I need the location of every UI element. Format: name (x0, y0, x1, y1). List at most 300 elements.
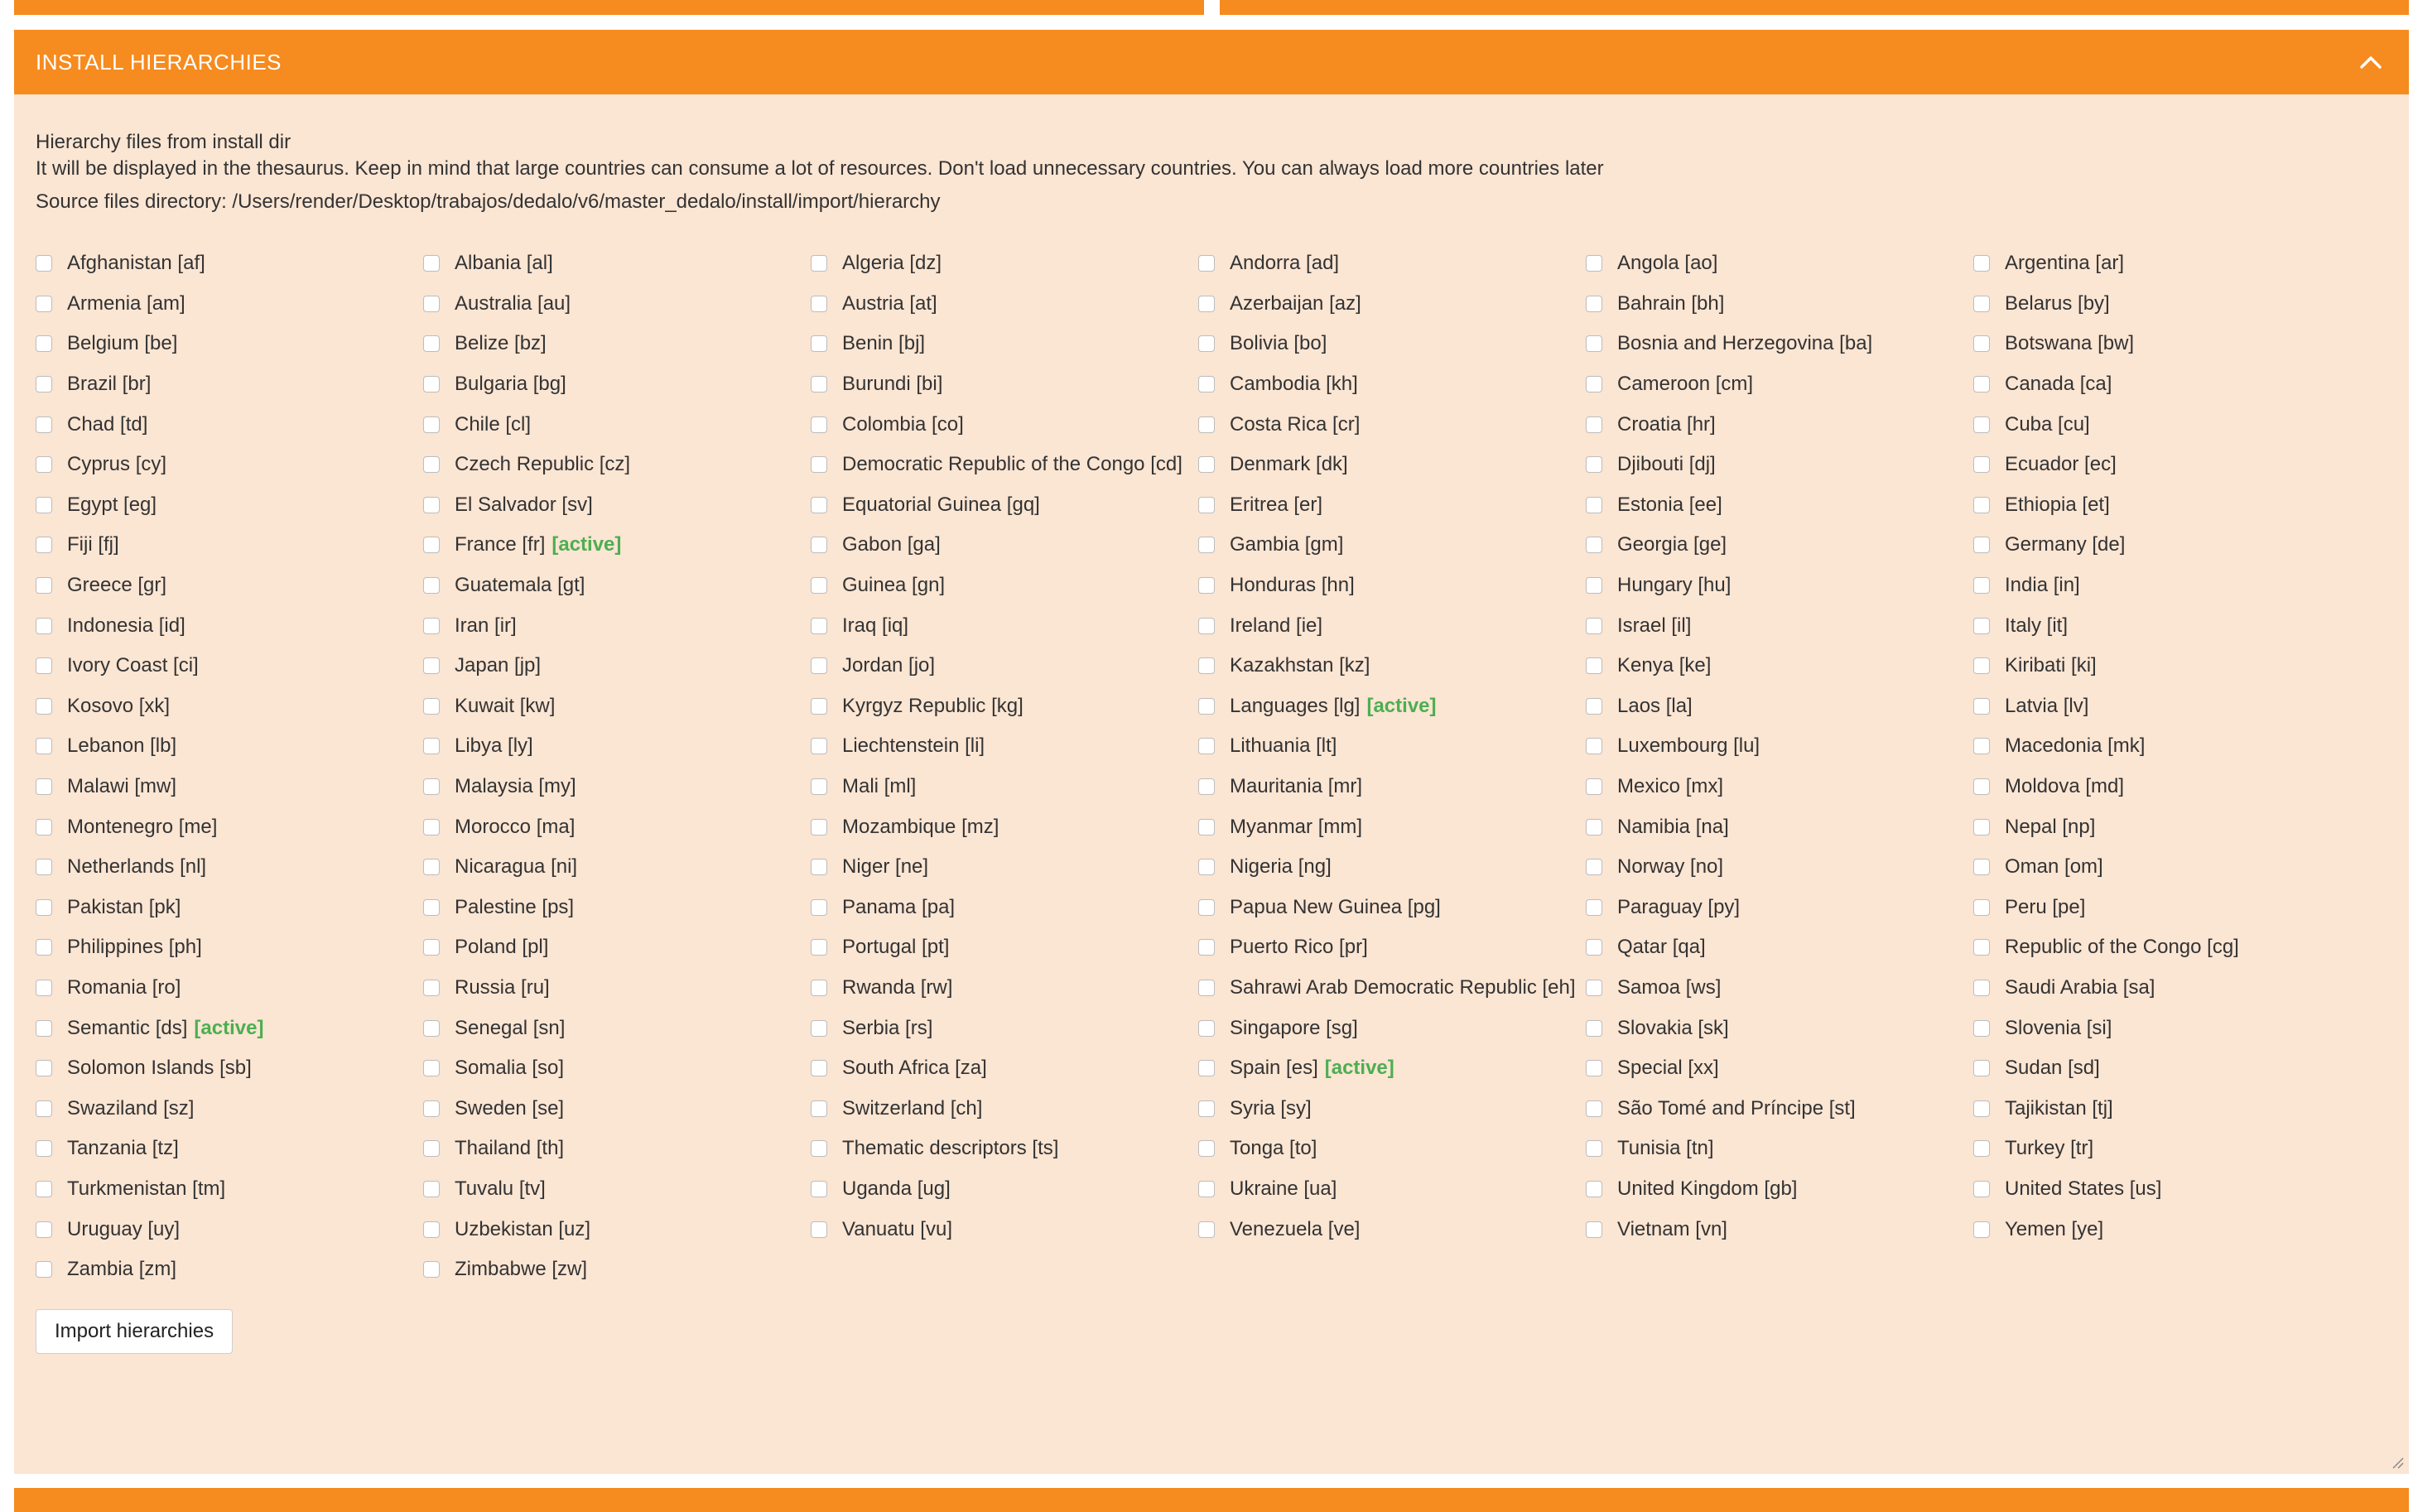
hierarchy-option[interactable] (1973, 1129, 2361, 1169)
hierarchy-checkbox[interactable] (811, 1100, 827, 1117)
hierarchy-option[interactable] (811, 1129, 1198, 1169)
hierarchy-checkbox[interactable] (1198, 417, 1215, 433)
hierarchy-checkbox[interactable] (1198, 980, 1215, 996)
hierarchy-checkbox[interactable] (423, 497, 440, 513)
hierarchy-checkbox[interactable] (1198, 537, 1215, 553)
hierarchy-option[interactable] (423, 605, 811, 646)
hierarchy-checkbox[interactable] (423, 1261, 440, 1278)
hierarchy-checkbox[interactable] (1586, 1100, 1602, 1117)
hierarchy-option[interactable] (423, 807, 811, 847)
hierarchy-option[interactable] (811, 1169, 1198, 1210)
hierarchy-checkbox[interactable] (36, 1020, 52, 1037)
hierarchy-option[interactable] (423, 847, 811, 888)
hierarchy-option[interactable] (1586, 807, 1973, 847)
hierarchy-checkbox[interactable] (423, 577, 440, 594)
hierarchy-checkbox[interactable] (36, 255, 52, 272)
hierarchy-option[interactable] (423, 284, 811, 325)
hierarchy-checkbox[interactable] (1586, 1181, 1602, 1197)
hierarchy-option[interactable] (1973, 767, 2361, 807)
hierarchy-option[interactable] (36, 646, 423, 686)
hierarchy-option[interactable] (811, 605, 1198, 646)
hierarchy-checkbox[interactable] (1586, 1020, 1602, 1037)
hierarchy-option[interactable] (811, 1088, 1198, 1129)
hierarchy-option[interactable] (423, 1129, 811, 1169)
hierarchy-option[interactable] (1973, 888, 2361, 928)
hierarchy-checkbox[interactable] (1198, 657, 1215, 674)
hierarchy-option[interactable] (1586, 968, 1973, 1009)
hierarchy-option[interactable] (36, 927, 423, 968)
hierarchy-option[interactable] (36, 807, 423, 847)
hierarchy-option[interactable] (1586, 1169, 1973, 1210)
hierarchy-checkbox[interactable] (423, 819, 440, 835)
hierarchy-checkbox[interactable] (423, 778, 440, 795)
hierarchy-checkbox[interactable] (36, 417, 52, 433)
hierarchy-checkbox[interactable] (811, 657, 827, 674)
hierarchy-option[interactable] (1586, 1209, 1973, 1250)
hierarchy-option[interactable] (1586, 605, 1973, 646)
hierarchy-checkbox[interactable] (1973, 577, 1990, 594)
hierarchy-option[interactable] (1973, 485, 2361, 526)
hierarchy-checkbox[interactable] (1586, 497, 1602, 513)
hierarchy-option[interactable] (1198, 807, 1586, 847)
hierarchy-checkbox[interactable] (1973, 819, 1990, 835)
hierarchy-checkbox[interactable] (1198, 618, 1215, 634)
hierarchy-checkbox[interactable] (1586, 1221, 1602, 1238)
hierarchy-option[interactable] (1198, 767, 1586, 807)
hierarchy-option[interactable] (811, 364, 1198, 405)
hierarchy-checkbox[interactable] (1198, 456, 1215, 473)
hierarchy-checkbox[interactable] (811, 497, 827, 513)
hierarchy-option[interactable] (423, 726, 811, 767)
hierarchy-option[interactable] (1973, 566, 2361, 606)
hierarchy-checkbox[interactable] (423, 537, 440, 553)
hierarchy-checkbox[interactable] (1973, 537, 1990, 553)
hierarchy-checkbox[interactable] (811, 255, 827, 272)
hierarchy-option[interactable] (423, 243, 811, 284)
hierarchy-checkbox[interactable] (1586, 778, 1602, 795)
hierarchy-option[interactable] (1586, 525, 1973, 566)
hierarchy-checkbox[interactable] (423, 1140, 440, 1157)
hierarchy-checkbox[interactable] (1586, 537, 1602, 553)
hierarchy-option[interactable] (1198, 927, 1586, 968)
hierarchy-option[interactable] (1973, 364, 2361, 405)
hierarchy-checkbox[interactable] (811, 819, 827, 835)
hierarchy-checkbox[interactable] (423, 376, 440, 392)
hierarchy-checkbox[interactable] (36, 577, 52, 594)
hierarchy-option[interactable] (1973, 1048, 2361, 1089)
hierarchy-option[interactable] (36, 1209, 423, 1250)
hierarchy-option[interactable] (811, 686, 1198, 727)
hierarchy-option[interactable] (36, 1088, 423, 1129)
hierarchy-checkbox[interactable] (1198, 778, 1215, 795)
hierarchy-option[interactable] (423, 1048, 811, 1089)
hierarchy-checkbox[interactable] (811, 899, 827, 916)
hierarchy-checkbox[interactable] (36, 1261, 52, 1278)
hierarchy-option[interactable] (1973, 243, 2361, 284)
hierarchy-option[interactable] (1973, 324, 2361, 364)
hierarchy-checkbox[interactable] (1973, 778, 1990, 795)
hierarchy-option[interactable] (1973, 1008, 2361, 1048)
hierarchy-option[interactable] (1586, 646, 1973, 686)
hierarchy-checkbox[interactable] (423, 1181, 440, 1197)
hierarchy-option[interactable] (1198, 1048, 1586, 1089)
hierarchy-option[interactable] (1198, 243, 1586, 284)
hierarchy-checkbox[interactable] (1973, 376, 1990, 392)
hierarchy-option[interactable] (36, 364, 423, 405)
hierarchy-checkbox[interactable] (36, 657, 52, 674)
hierarchy-checkbox[interactable] (811, 778, 827, 795)
hierarchy-checkbox[interactable] (811, 1221, 827, 1238)
panel-header[interactable] (14, 30, 2409, 94)
hierarchy-checkbox[interactable] (811, 296, 827, 312)
hierarchy-option[interactable] (1973, 726, 2361, 767)
hierarchy-checkbox[interactable] (1198, 738, 1215, 754)
hierarchy-option[interactable] (36, 1008, 423, 1048)
hierarchy-checkbox[interactable] (423, 618, 440, 634)
hierarchy-checkbox[interactable] (36, 1221, 52, 1238)
hierarchy-checkbox[interactable] (1973, 980, 1990, 996)
hierarchy-checkbox[interactable] (811, 456, 827, 473)
hierarchy-checkbox[interactable] (423, 698, 440, 715)
hierarchy-option[interactable] (811, 404, 1198, 445)
hierarchy-option[interactable] (1586, 686, 1973, 727)
hierarchy-option[interactable] (423, 404, 811, 445)
hierarchy-option[interactable] (1973, 1169, 2361, 1210)
hierarchy-option[interactable] (1586, 404, 1973, 445)
hierarchy-option[interactable] (1198, 566, 1586, 606)
hierarchy-option[interactable] (1586, 888, 1973, 928)
hierarchy-option[interactable] (1198, 1209, 1586, 1250)
hierarchy-option[interactable] (1586, 1129, 1973, 1169)
hierarchy-checkbox[interactable] (1973, 1140, 1990, 1157)
hierarchy-checkbox[interactable] (36, 456, 52, 473)
hierarchy-checkbox[interactable] (811, 1140, 827, 1157)
hierarchy-checkbox[interactable] (1586, 376, 1602, 392)
hierarchy-option[interactable] (1973, 404, 2361, 445)
hierarchy-option[interactable] (36, 445, 423, 485)
hierarchy-checkbox[interactable] (1973, 618, 1990, 634)
hierarchy-checkbox[interactable] (36, 819, 52, 835)
hierarchy-checkbox[interactable] (423, 899, 440, 916)
hierarchy-checkbox[interactable] (1586, 698, 1602, 715)
hierarchy-option[interactable] (423, 767, 811, 807)
hierarchy-option[interactable] (36, 686, 423, 727)
hierarchy-option[interactable] (811, 566, 1198, 606)
hierarchy-checkbox[interactable] (1586, 618, 1602, 634)
hierarchy-option[interactable] (423, 927, 811, 968)
hierarchy-checkbox[interactable] (1586, 1060, 1602, 1076)
hierarchy-option[interactable] (1198, 847, 1586, 888)
hierarchy-option[interactable] (36, 404, 423, 445)
hierarchy-checkbox[interactable] (1973, 417, 1990, 433)
hierarchy-checkbox[interactable] (1586, 417, 1602, 433)
hierarchy-checkbox[interactable] (423, 417, 440, 433)
hierarchy-option[interactable] (811, 847, 1198, 888)
hierarchy-option[interactable] (36, 243, 423, 284)
hierarchy-option[interactable] (1586, 1008, 1973, 1048)
hierarchy-option[interactable] (1198, 404, 1586, 445)
hierarchy-checkbox[interactable] (1586, 980, 1602, 996)
hierarchy-option[interactable] (423, 566, 811, 606)
hierarchy-checkbox[interactable] (1973, 255, 1990, 272)
hierarchy-option[interactable] (36, 847, 423, 888)
hierarchy-option[interactable] (1198, 485, 1586, 526)
hierarchy-option[interactable] (1586, 767, 1973, 807)
hierarchy-checkbox[interactable] (1198, 1020, 1215, 1037)
hierarchy-option[interactable] (811, 888, 1198, 928)
hierarchy-checkbox[interactable] (811, 1181, 827, 1197)
hierarchy-checkbox[interactable] (423, 296, 440, 312)
hierarchy-checkbox[interactable] (1973, 1060, 1990, 1076)
hierarchy-checkbox[interactable] (36, 698, 52, 715)
hierarchy-option[interactable] (811, 767, 1198, 807)
hierarchy-option[interactable] (811, 324, 1198, 364)
hierarchy-option[interactable] (1973, 445, 2361, 485)
hierarchy-checkbox[interactable] (1973, 296, 1990, 312)
import-hierarchies-button[interactable]: Import hierarchies (36, 1309, 233, 1354)
hierarchy-option[interactable] (1198, 605, 1586, 646)
hierarchy-option[interactable] (423, 364, 811, 405)
hierarchy-checkbox[interactable] (1586, 577, 1602, 594)
hierarchy-checkbox[interactable] (1198, 1140, 1215, 1157)
hierarchy-checkbox[interactable] (36, 1100, 52, 1117)
hierarchy-checkbox[interactable] (1586, 939, 1602, 956)
hierarchy-option[interactable] (1586, 726, 1973, 767)
hierarchy-checkbox[interactable] (1586, 819, 1602, 835)
hierarchy-option[interactable] (1198, 726, 1586, 767)
hierarchy-checkbox[interactable] (811, 577, 827, 594)
hierarchy-option[interactable] (1198, 1088, 1586, 1129)
hierarchy-option[interactable] (1198, 888, 1586, 928)
hierarchy-option[interactable] (36, 525, 423, 566)
hierarchy-option[interactable] (423, 485, 811, 526)
hierarchy-checkbox[interactable] (423, 1020, 440, 1037)
hierarchy-checkbox[interactable] (36, 537, 52, 553)
hierarchy-checkbox[interactable] (811, 738, 827, 754)
hierarchy-option[interactable] (423, 324, 811, 364)
hierarchy-option[interactable] (1198, 686, 1586, 727)
hierarchy-checkbox[interactable] (36, 899, 52, 916)
hierarchy-option[interactable] (36, 1169, 423, 1210)
hierarchy-option[interactable] (36, 1250, 423, 1290)
hierarchy-option[interactable] (811, 1048, 1198, 1089)
hierarchy-option[interactable] (1973, 1209, 2361, 1250)
hierarchy-option[interactable] (423, 968, 811, 1009)
hierarchy-checkbox[interactable] (423, 738, 440, 754)
hierarchy-option[interactable] (1586, 324, 1973, 364)
hierarchy-checkbox[interactable] (1973, 456, 1990, 473)
hierarchy-option[interactable] (36, 485, 423, 526)
hierarchy-option[interactable] (423, 445, 811, 485)
hierarchy-checkbox[interactable] (1973, 497, 1990, 513)
hierarchy-checkbox[interactable] (423, 980, 440, 996)
hierarchy-checkbox[interactable] (1586, 738, 1602, 754)
hierarchy-option[interactable] (1973, 686, 2361, 727)
hierarchy-checkbox[interactable] (36, 1060, 52, 1076)
hierarchy-checkbox[interactable] (1198, 376, 1215, 392)
hierarchy-checkbox[interactable] (811, 1060, 827, 1076)
hierarchy-checkbox[interactable] (423, 1060, 440, 1076)
hierarchy-checkbox[interactable] (811, 417, 827, 433)
hierarchy-option[interactable] (1198, 1129, 1586, 1169)
hierarchy-checkbox[interactable] (1198, 255, 1215, 272)
hierarchy-option[interactable] (1198, 1008, 1586, 1048)
hierarchy-checkbox[interactable] (1973, 1181, 1990, 1197)
hierarchy-option[interactable] (811, 485, 1198, 526)
hierarchy-option[interactable] (1198, 1169, 1586, 1210)
hierarchy-checkbox[interactable] (423, 859, 440, 875)
hierarchy-option[interactable] (423, 1250, 811, 1290)
hierarchy-checkbox[interactable] (36, 859, 52, 875)
hierarchy-checkbox[interactable] (1198, 1181, 1215, 1197)
hierarchy-checkbox[interactable] (423, 335, 440, 352)
chevron-up-icon[interactable] (2354, 46, 2387, 79)
hierarchy-option[interactable] (811, 1209, 1198, 1250)
hierarchy-checkbox[interactable] (1586, 296, 1602, 312)
hierarchy-option[interactable] (1586, 284, 1973, 325)
hierarchy-checkbox[interactable] (1973, 939, 1990, 956)
hierarchy-option[interactable] (423, 1088, 811, 1129)
hierarchy-option[interactable] (811, 1008, 1198, 1048)
hierarchy-checkbox[interactable] (36, 335, 52, 352)
hierarchy-option[interactable] (1586, 927, 1973, 968)
hierarchy-option[interactable] (36, 968, 423, 1009)
hierarchy-checkbox[interactable] (1586, 255, 1602, 272)
hierarchy-option[interactable] (1198, 284, 1586, 325)
hierarchy-option[interactable] (1586, 445, 1973, 485)
hierarchy-checkbox[interactable] (423, 1100, 440, 1117)
hierarchy-checkbox[interactable] (1973, 1020, 1990, 1037)
hierarchy-checkbox[interactable] (1973, 698, 1990, 715)
top-section-bar-right[interactable] (1220, 0, 2409, 15)
hierarchy-option[interactable] (811, 445, 1198, 485)
bottom-section-bar[interactable] (14, 1488, 2409, 1512)
hierarchy-checkbox[interactable] (1198, 698, 1215, 715)
hierarchy-option[interactable] (36, 726, 423, 767)
hierarchy-option[interactable] (423, 686, 811, 727)
hierarchy-option[interactable] (423, 1008, 811, 1048)
hierarchy-option[interactable] (1973, 284, 2361, 325)
hierarchy-checkbox[interactable] (811, 376, 827, 392)
hierarchy-checkbox[interactable] (811, 618, 827, 634)
hierarchy-option[interactable] (1973, 847, 2361, 888)
hierarchy-option[interactable] (811, 243, 1198, 284)
hierarchy-checkbox[interactable] (1586, 456, 1602, 473)
hierarchy-checkbox[interactable] (1198, 819, 1215, 835)
hierarchy-checkbox[interactable] (36, 980, 52, 996)
hierarchy-option[interactable] (1198, 445, 1586, 485)
hierarchy-option[interactable] (1586, 847, 1973, 888)
hierarchy-option[interactable] (423, 1209, 811, 1250)
hierarchy-checkbox[interactable] (811, 859, 827, 875)
hierarchy-option[interactable] (1973, 646, 2361, 686)
hierarchy-option[interactable] (1586, 1088, 1973, 1129)
hierarchy-checkbox[interactable] (1198, 939, 1215, 956)
hierarchy-checkbox[interactable] (811, 939, 827, 956)
hierarchy-checkbox[interactable] (1586, 859, 1602, 875)
hierarchy-option[interactable] (1973, 605, 2361, 646)
hierarchy-option[interactable] (1198, 364, 1586, 405)
hierarchy-checkbox[interactable] (811, 1020, 827, 1037)
hierarchy-checkbox[interactable] (423, 255, 440, 272)
hierarchy-option[interactable] (1586, 485, 1973, 526)
hierarchy-checkbox[interactable] (36, 618, 52, 634)
hierarchy-checkbox[interactable] (423, 939, 440, 956)
hierarchy-option[interactable] (423, 646, 811, 686)
hierarchy-checkbox[interactable] (1198, 899, 1215, 916)
hierarchy-checkbox[interactable] (1198, 1060, 1215, 1076)
hierarchy-option[interactable] (1198, 525, 1586, 566)
hierarchy-checkbox[interactable] (1973, 1100, 1990, 1117)
hierarchy-checkbox[interactable] (423, 456, 440, 473)
hierarchy-checkbox[interactable] (811, 698, 827, 715)
hierarchy-checkbox[interactable] (1586, 1140, 1602, 1157)
hierarchy-option[interactable] (36, 605, 423, 646)
hierarchy-option[interactable] (811, 927, 1198, 968)
hierarchy-option[interactable] (36, 888, 423, 928)
hierarchy-option[interactable] (36, 566, 423, 606)
hierarchy-checkbox[interactable] (811, 537, 827, 553)
hierarchy-checkbox[interactable] (1586, 335, 1602, 352)
hierarchy-checkbox[interactable] (1198, 1221, 1215, 1238)
hierarchy-option[interactable] (811, 807, 1198, 847)
hierarchy-checkbox[interactable] (1198, 859, 1215, 875)
hierarchy-checkbox[interactable] (1973, 335, 1990, 352)
hierarchy-option[interactable] (1973, 968, 2361, 1009)
hierarchy-checkbox[interactable] (423, 1221, 440, 1238)
hierarchy-option[interactable] (1586, 566, 1973, 606)
hierarchy-option[interactable] (1198, 646, 1586, 686)
top-section-bar-left[interactable] (14, 0, 1204, 15)
hierarchy-option[interactable] (36, 1129, 423, 1169)
hierarchy-option[interactable] (1586, 364, 1973, 405)
hierarchy-option[interactable] (1198, 324, 1586, 364)
hierarchy-option[interactable] (1586, 1048, 1973, 1089)
hierarchy-checkbox[interactable] (1198, 335, 1215, 352)
hierarchy-checkbox[interactable] (36, 1181, 52, 1197)
hierarchy-checkbox[interactable] (811, 335, 827, 352)
hierarchy-option[interactable] (1973, 807, 2361, 847)
hierarchy-option[interactable] (1973, 525, 2361, 566)
hierarchy-checkbox[interactable] (36, 376, 52, 392)
hierarchy-option[interactable] (1586, 243, 1973, 284)
hierarchy-checkbox[interactable] (36, 778, 52, 795)
hierarchy-checkbox[interactable] (1198, 1100, 1215, 1117)
hierarchy-option[interactable] (1198, 968, 1586, 1009)
hierarchy-checkbox[interactable] (1973, 859, 1990, 875)
hierarchy-option[interactable] (423, 525, 811, 566)
hierarchy-checkbox[interactable] (36, 1140, 52, 1157)
hierarchy-option[interactable] (811, 968, 1198, 1009)
hierarchy-option[interactable] (811, 726, 1198, 767)
hierarchy-option[interactable] (36, 1048, 423, 1089)
hierarchy-option[interactable] (36, 284, 423, 325)
hierarchy-option[interactable] (36, 767, 423, 807)
hierarchy-checkbox[interactable] (1198, 296, 1215, 312)
hierarchy-checkbox[interactable] (1586, 657, 1602, 674)
hierarchy-option[interactable] (1973, 1088, 2361, 1129)
hierarchy-option[interactable] (36, 324, 423, 364)
resize-handle-icon[interactable] (2389, 1454, 2404, 1469)
hierarchy-option[interactable] (1973, 927, 2361, 968)
hierarchy-option[interactable] (811, 525, 1198, 566)
hierarchy-checkbox[interactable] (36, 296, 52, 312)
hierarchy-checkbox[interactable] (1198, 497, 1215, 513)
hierarchy-checkbox[interactable] (36, 939, 52, 956)
hierarchy-checkbox[interactable] (36, 497, 52, 513)
hierarchy-checkbox[interactable] (1973, 1221, 1990, 1238)
hierarchy-checkbox[interactable] (1973, 738, 1990, 754)
